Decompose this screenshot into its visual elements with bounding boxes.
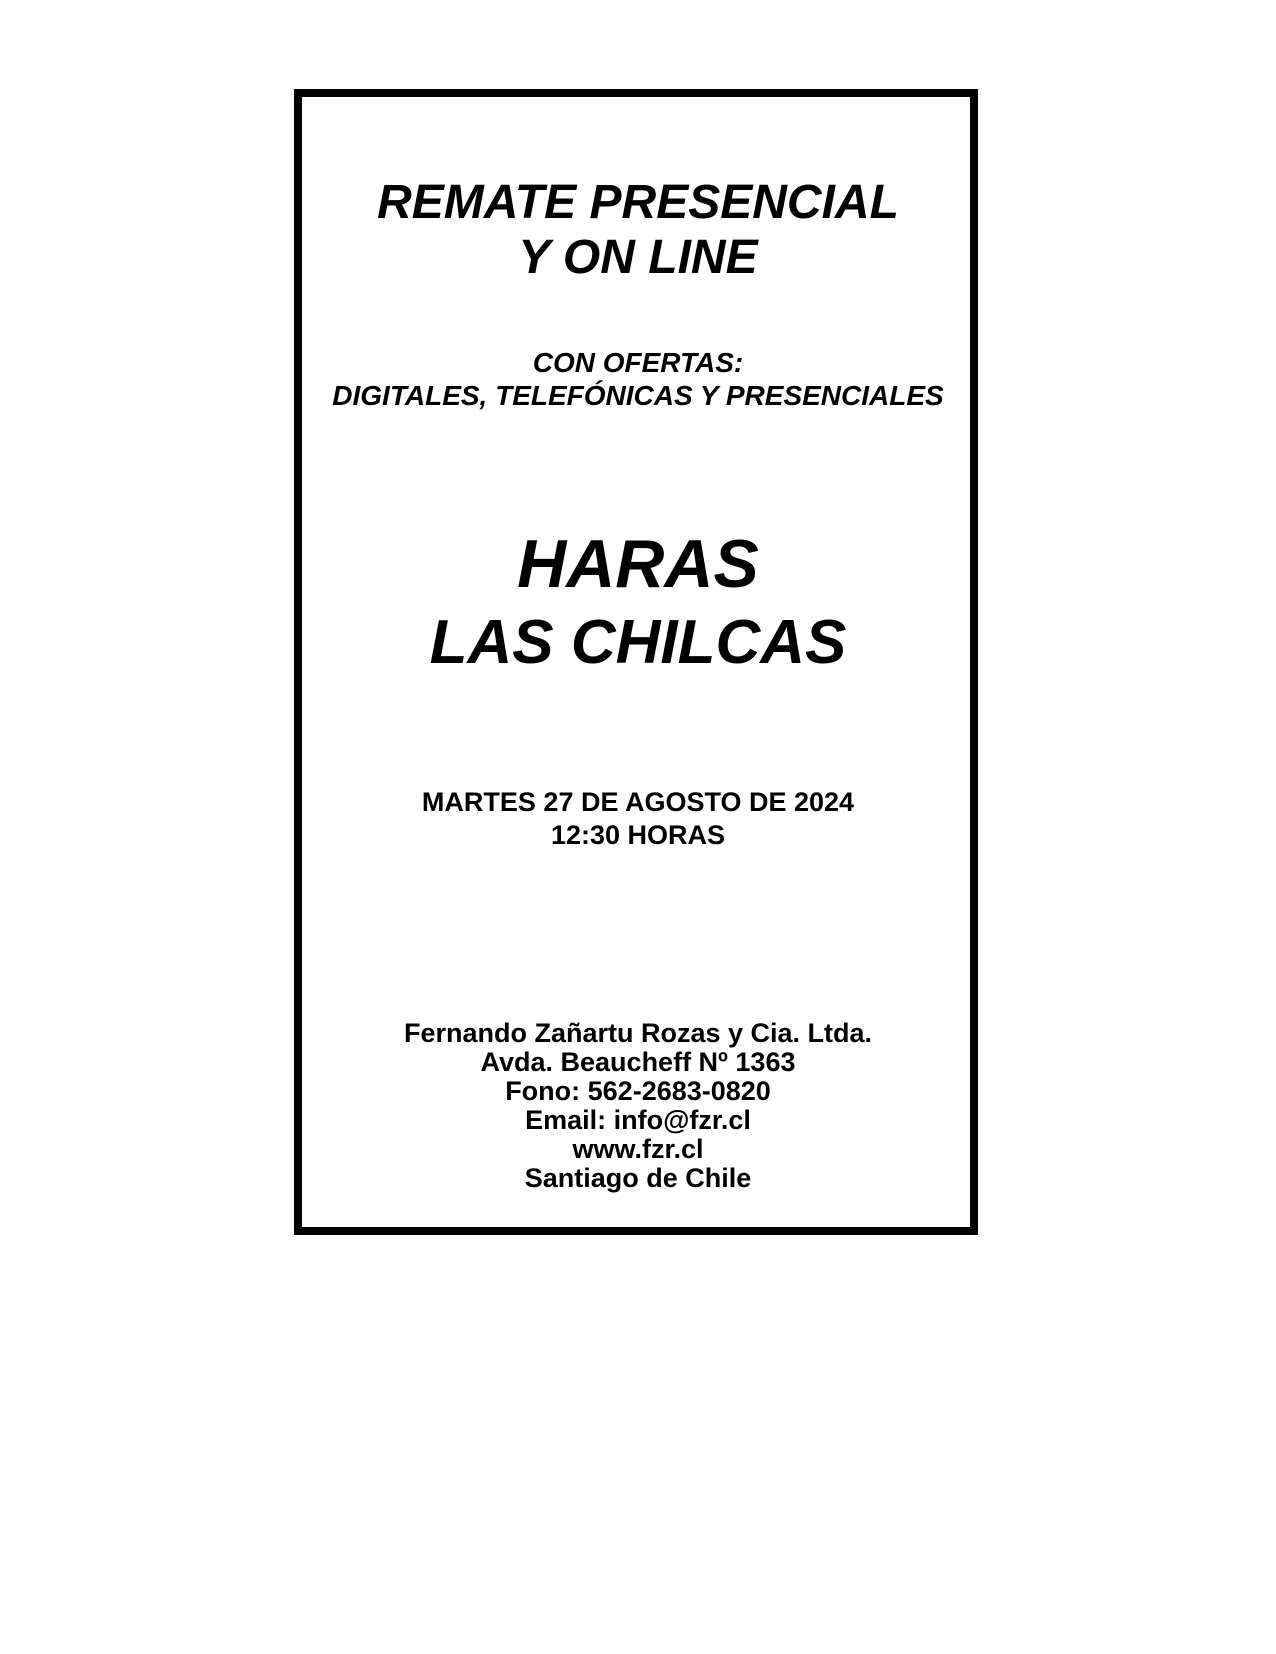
company-phone: Fono: 562-2683-0820 xyxy=(505,1076,771,1106)
haras-title: HARAS xyxy=(517,526,759,602)
company-address: Avda. Beaucheff Nº 1363 xyxy=(480,1047,796,1077)
company-website: www.fzr.cl xyxy=(572,1134,704,1164)
auction-date: MARTES 27 DE AGOSTO DE 2024 xyxy=(421,787,855,817)
heading-line-1: REMATE PRESENCIAL xyxy=(377,176,899,229)
offers-label: CON OFERTAS: xyxy=(532,347,744,378)
offers-types: DIGITALES, TELEFÓNICAS Y PRESENCIALES xyxy=(332,380,944,411)
haras-name: LAS CHILCAS xyxy=(429,608,847,677)
heading-line-2: Y ON LINE xyxy=(518,231,758,284)
company-email: Email: info@fzr.cl xyxy=(525,1105,751,1135)
company-city: Santiago de Chile xyxy=(524,1163,752,1193)
auction-time: 12:30 HORAS xyxy=(550,820,726,850)
company-name: Fernando Zañartu Rozas y Cia. Ltda. xyxy=(403,1018,873,1048)
